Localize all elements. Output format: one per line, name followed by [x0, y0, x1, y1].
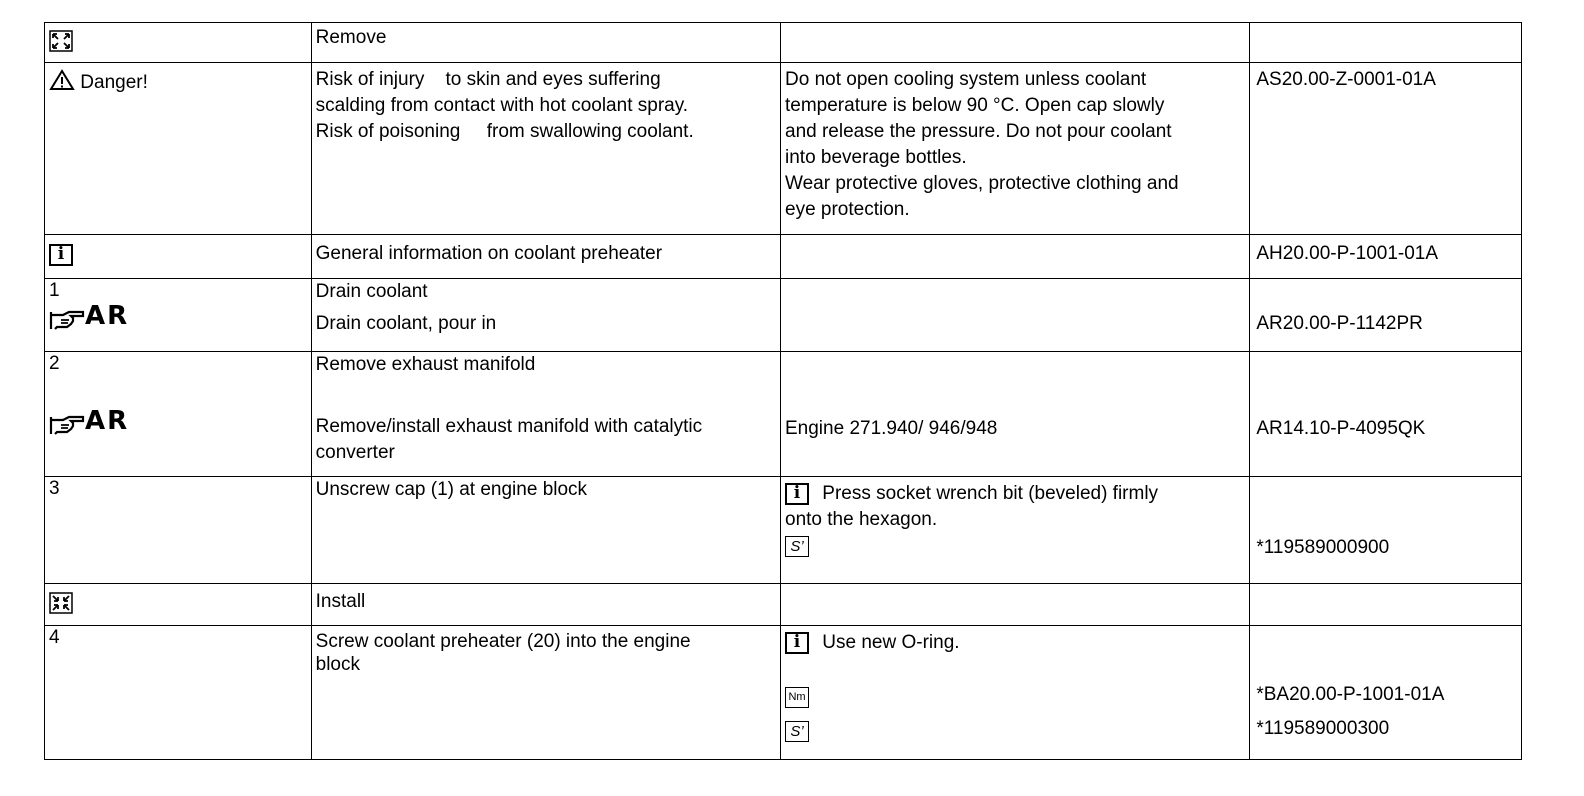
drain-ref[interactable]: AR20.00-P-1142PR: [1256, 313, 1423, 334]
tool-ref[interactable]: *119589000900: [1256, 537, 1390, 558]
table-row-install: [44, 584, 1522, 626]
step-number: 2: [49, 353, 60, 374]
risk-injury-desc: to skin and eyes suffering: [445, 69, 661, 90]
oring-note: Use new O-ring.: [822, 632, 960, 653]
danger-measure: Do not open cooling system unless coolant: [785, 69, 1147, 90]
risk-poisoning-label: Risk of poisoning: [315, 121, 461, 142]
table-row-unscrew: [44, 477, 1522, 584]
step-text: Screw coolant preheater (20) into the engine: [315, 631, 691, 652]
exhaust-ref[interactable]: AR14.10-P-4095QK: [1256, 418, 1426, 439]
table-row-exhaust: [44, 352, 1522, 477]
torque-icon: Nm: [785, 687, 809, 708]
tool-ref[interactable]: *119589000300: [1256, 718, 1390, 739]
engine-note: Engine 271.940/ 946/948: [785, 418, 998, 439]
danger-measure: Wear protective gloves, protective clothing and: [785, 173, 1179, 194]
step-sub: Remove/install exhaust manifold with catalytic: [315, 416, 703, 437]
step-sub: Drain coolant, pour in: [315, 313, 497, 334]
danger-ref[interactable]: AS20.00-Z-0001-01A: [1256, 69, 1436, 90]
info-icon: i: [785, 483, 809, 505]
danger-label: Danger!: [80, 72, 148, 93]
info-icon: i: [785, 632, 809, 654]
step-title: Drain coolant: [315, 281, 428, 302]
warning-triangle-icon: [49, 69, 75, 91]
table-row-info: [44, 235, 1522, 279]
info-icon: i: [49, 244, 73, 266]
ar-label: AR: [85, 406, 130, 436]
section-label-remove: Remove: [315, 27, 387, 48]
general-info-text: General information on coolant preheater: [315, 243, 663, 264]
step-number: 3: [49, 478, 60, 499]
ar-label: AR: [85, 301, 130, 331]
step-sub-2: converter: [315, 442, 395, 463]
table-row-remove: [44, 22, 1522, 63]
danger-measure: temperature is below 90 °C. Open cap slowly: [785, 95, 1165, 116]
unscrew-note: Press socket wrench bit (beveled) firmly: [822, 483, 1159, 504]
step-text: Unscrew cap (1) at engine block: [315, 479, 588, 500]
special-tool-icon: S’: [785, 536, 809, 557]
procedure-table: [44, 22, 1522, 760]
step-title: Remove exhaust manifold: [315, 354, 536, 375]
danger-measure: eye protection.: [785, 199, 910, 220]
pointing-hand-icon: [49, 412, 85, 436]
step-text-2: block: [315, 654, 360, 675]
risk-injury-label: Risk of injury: [315, 69, 425, 90]
install-arrows-icon: [49, 592, 73, 614]
risk-poisoning-desc: from swallowing coolant.: [486, 121, 694, 142]
table-row-drain: [44, 279, 1522, 352]
section-label-install: Install: [315, 591, 366, 612]
danger-measure: into beverage bottles.: [785, 147, 967, 168]
pointing-hand-icon: [49, 307, 85, 331]
general-info-ref[interactable]: AH20.00-P-1001-01A: [1256, 243, 1439, 264]
table-row-danger: [44, 63, 1522, 235]
special-tool-icon: S’: [785, 721, 809, 742]
unscrew-note-2: onto the hexagon.: [785, 509, 938, 530]
table-row-screw: [44, 626, 1522, 760]
step-number: 1: [49, 280, 60, 301]
step-number: 4: [49, 627, 60, 648]
remove-arrows-icon: [49, 30, 73, 52]
risk-injury-desc-2: scalding from contact with hot coolant spray.: [315, 95, 689, 116]
torque-ref[interactable]: *BA20.00-P-1001-01A: [1256, 684, 1445, 705]
danger-measure: and release the pressure. Do not pour coolant: [785, 121, 1172, 142]
